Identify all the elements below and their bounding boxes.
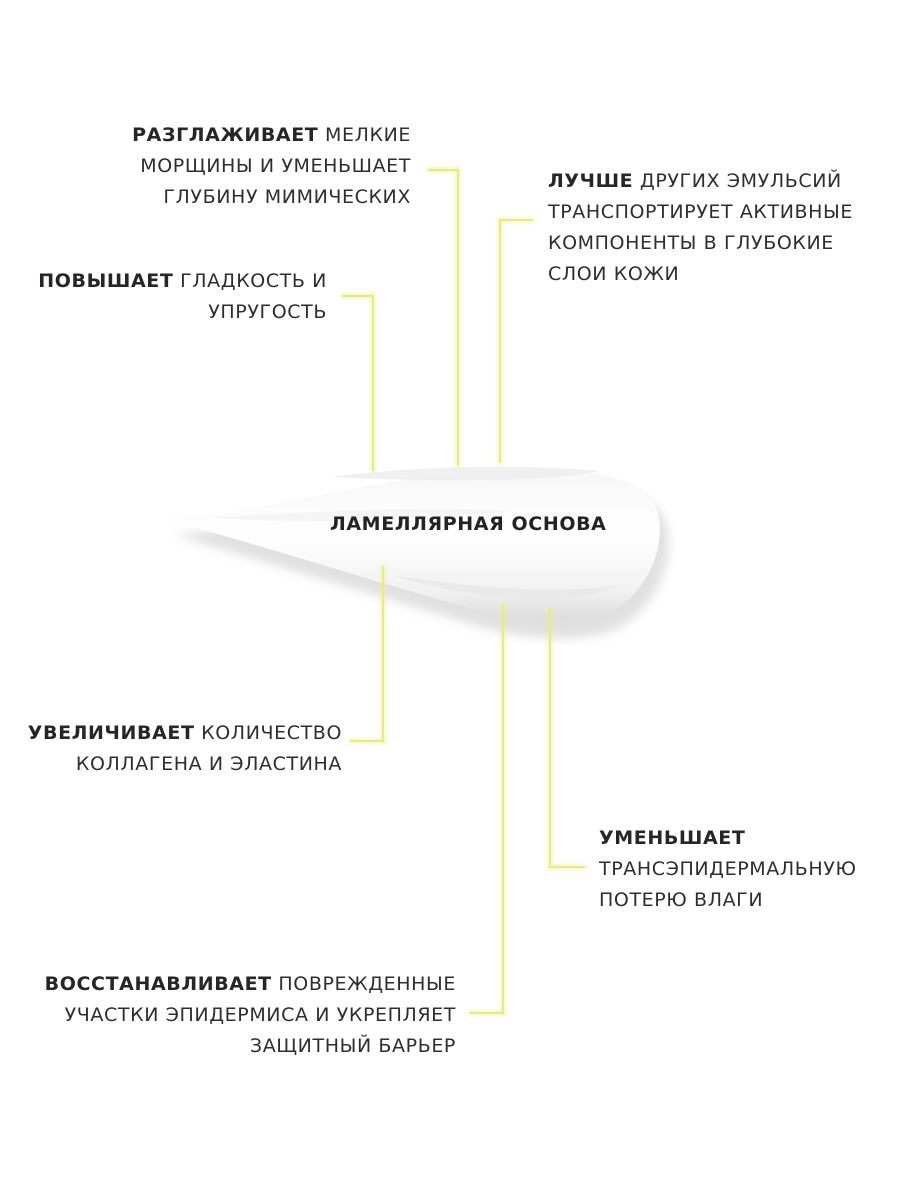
callout-line: ТРАНСПОРТИРУЕТ АКТИВНЫЕ [548,201,854,223]
cream-smear-icon [150,455,690,645]
callout-moisture-loss [599,823,857,916]
callout-keyword: ПОВЫШАЕТ [38,270,174,292]
connector-collagen-v [382,566,384,742]
callout-keyword: ЛУЧШЕ [548,170,634,192]
connector-restores-h [470,1012,504,1014]
callout-collagen [28,718,342,780]
callout-keyword: УВЕЛИЧИВАЕТ [27,722,195,744]
callout-keyword: РАЗГЛАЖИВАЕТ [132,124,319,146]
callout-line: КОЛЛАГЕНА И ЭЛАСТИНА [75,753,342,775]
callout-keyword: ВОССТАНАВЛИВАЕТ [44,973,272,995]
callout-line: МОРЩИНЫ И УМЕНЬШАЕТ [140,155,411,177]
callout-text: ГЛАДКОСТЬ И [180,270,327,292]
callout-line: ГЛУБИНУ МИМИЧЕСКИХ [163,186,411,208]
callout-text: ДРУГИХ ЭМУЛЬСИЙ [639,170,842,192]
callout-line: ЗАЩИТНЫЙ БАРЬЕР [249,1035,456,1057]
callout-restores-barrier [45,969,456,1062]
callout-text: ПОВРЕЖДЕННЫЕ [278,973,456,995]
callout-keyword: УМЕНЬШАЕТ [599,827,746,849]
connector-smooths-v [457,169,459,466]
callout-better-transport [548,166,853,290]
callout-text: МЕЛКИЕ [325,124,411,146]
callout-line [599,823,857,854]
connector-transport-h [499,219,533,221]
center-label: ЛАМЕЛЛЯРНАЯ ОСНОВА [330,513,607,535]
connector-collagen-h [350,740,384,742]
cream-smear-illustration [150,455,690,645]
callout-line: УПРУГОСТЬ [208,301,327,323]
connector-increases-h [342,295,374,297]
callout-increases-smoothness [38,266,327,328]
callout-line: ТРАНСЭПИДЕРМАЛЬНУЮ [599,858,857,880]
callout-line: УЧАСТКИ ЭПИДЕРМИСА И УКРЕПЛЯЕТ [64,1004,456,1026]
callout-line [28,718,342,749]
callout-line: КОМПОНЕНТЫ В ГЛУБОКИЕ [548,232,834,254]
callout-line [45,969,456,1000]
callout-line [132,120,411,151]
callout-line: ПОТЕРЮ ВЛАГИ [599,889,764,911]
connector-transport-v [499,219,501,463]
callout-line: СЛОИ КОЖИ [548,263,680,285]
connector-moisture-v [549,608,551,868]
connector-restores-v [502,604,504,1014]
callout-text: КОЛИЧЕСТВО [201,722,342,744]
callout-line [548,166,853,197]
callout-line [38,266,327,297]
callout-smooths-wrinkles [132,120,411,213]
connector-increases-v [372,295,374,471]
connector-moisture-h [549,866,585,868]
connector-smooths-h [428,169,459,171]
